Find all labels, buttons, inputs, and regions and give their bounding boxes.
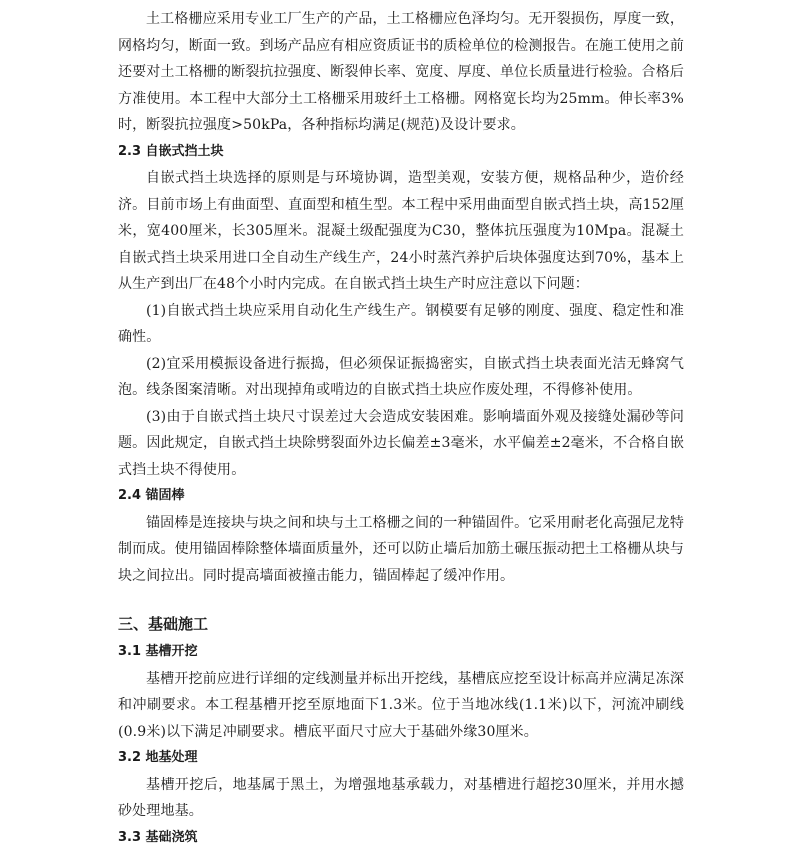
section-3-1-paragraph: 基槽开挖前应进行详细的定线测量并标出开挖线，基槽底应挖至设计标高并应满足冻深和冲刷要求。本工程基槽开挖至原地面下1.3米。位于当地冰线(1.1米)以下，河流冲刷线(0.9米)以下满足冲刷要求。槽底平面尺寸应大于基础外缘30厘米。 [118,670,684,740]
section-2-4-paragraph: 锚固棒是连接块与块之间和块与土工格栅之间的一种锚固件。它采用耐老化高强尼龙特制而成。使用锚固棒除整体墙面质量外，还可以防止墙后加筋土碾压振动把土工格栅从块与块之间拉出。同时提高墙面被撞击能力，锚固棒起了缓冲作用。 [118,514,684,584]
section-2-3-item-3: (3)由于自嵌式挡土块尺寸误差过大会造成安装困难。影响墙面外观及接缝处漏砂等问题。因此规定，自嵌式挡土块除劈裂面外边长偏差±3毫米，水平偏差±2毫米，不合格自嵌式挡土块不得使用。 [118,408,684,478]
section-2-3-item-1: (1)自嵌式挡土块应采用自动化生产线生产。钢模要有足够的刚度、强度、稳定性和准确性。 [118,302,684,345]
section-3-2-paragraph: 基槽开挖后，地基属于黑土，为增强地基承载力，对基槽进行超挖30厘米，并用水撼砂处理地基。 [118,776,684,819]
section-2-3-paragraph-1: 自嵌式挡土块选择的原则是与环境协调，造型美观，安装方便，规格品种少，造价经济。目前市场上有曲面型、直面型和植生型。本工程中采用曲面型自嵌式挡土块，高152厘米，宽400厘米，长305厘米。混凝土级配强度为C30，整体抗压强度为10Mpa。混凝土自嵌式挡土块采用进口全自动生产线生产，24小时蒸汽养护后块体强度达到70%，基本上从生产到出厂在48个小时内完成。在自嵌式挡土块生产时应注意以下问题： [118,170,684,292]
section-3-2-heading: 3.2 地基处理 [118,750,198,765]
intro-paragraph: 土工格栅应采用专业工厂生产的产品，土工格栅应色泽均匀。无开裂损伤，厚度一致，网格均匀，断面一致。到场产品应有相应资质证书的质检单位的检测报告。在施工使用之前还要对土工格栅的断裂抗拉强度、断裂伸长率、宽度、厚度、单位长质量进行检验。合格后方准使用。本工程中大部分土工格栅采用玻纤土工格栅。网格宽长均为25mm。伸长率3%时，断裂抗拉强度>50kPa，各种指标均满足(规范)及设计要求。 [118,11,684,133]
section-2-4-heading: 2.4 锚固棒 [118,488,185,503]
chapter-3-heading: 三、基础施工 [118,615,209,633]
section-2-3-item-2: (2)宜采用模振设备进行振捣，但必须保证振捣密实，自嵌式挡土块表面光洁无蜂窝气泡。线条图案清晰。对出现掉角或啃边的自嵌式挡土块应作废处理，不得修补使用。 [118,355,684,398]
section-3-1-heading: 3.1 基槽开挖 [118,644,198,659]
section-3-3-heading: 3.3 基础浇筑 [118,829,198,845]
section-2-3-heading: 2.3 自嵌式挡土块 [118,143,224,159]
